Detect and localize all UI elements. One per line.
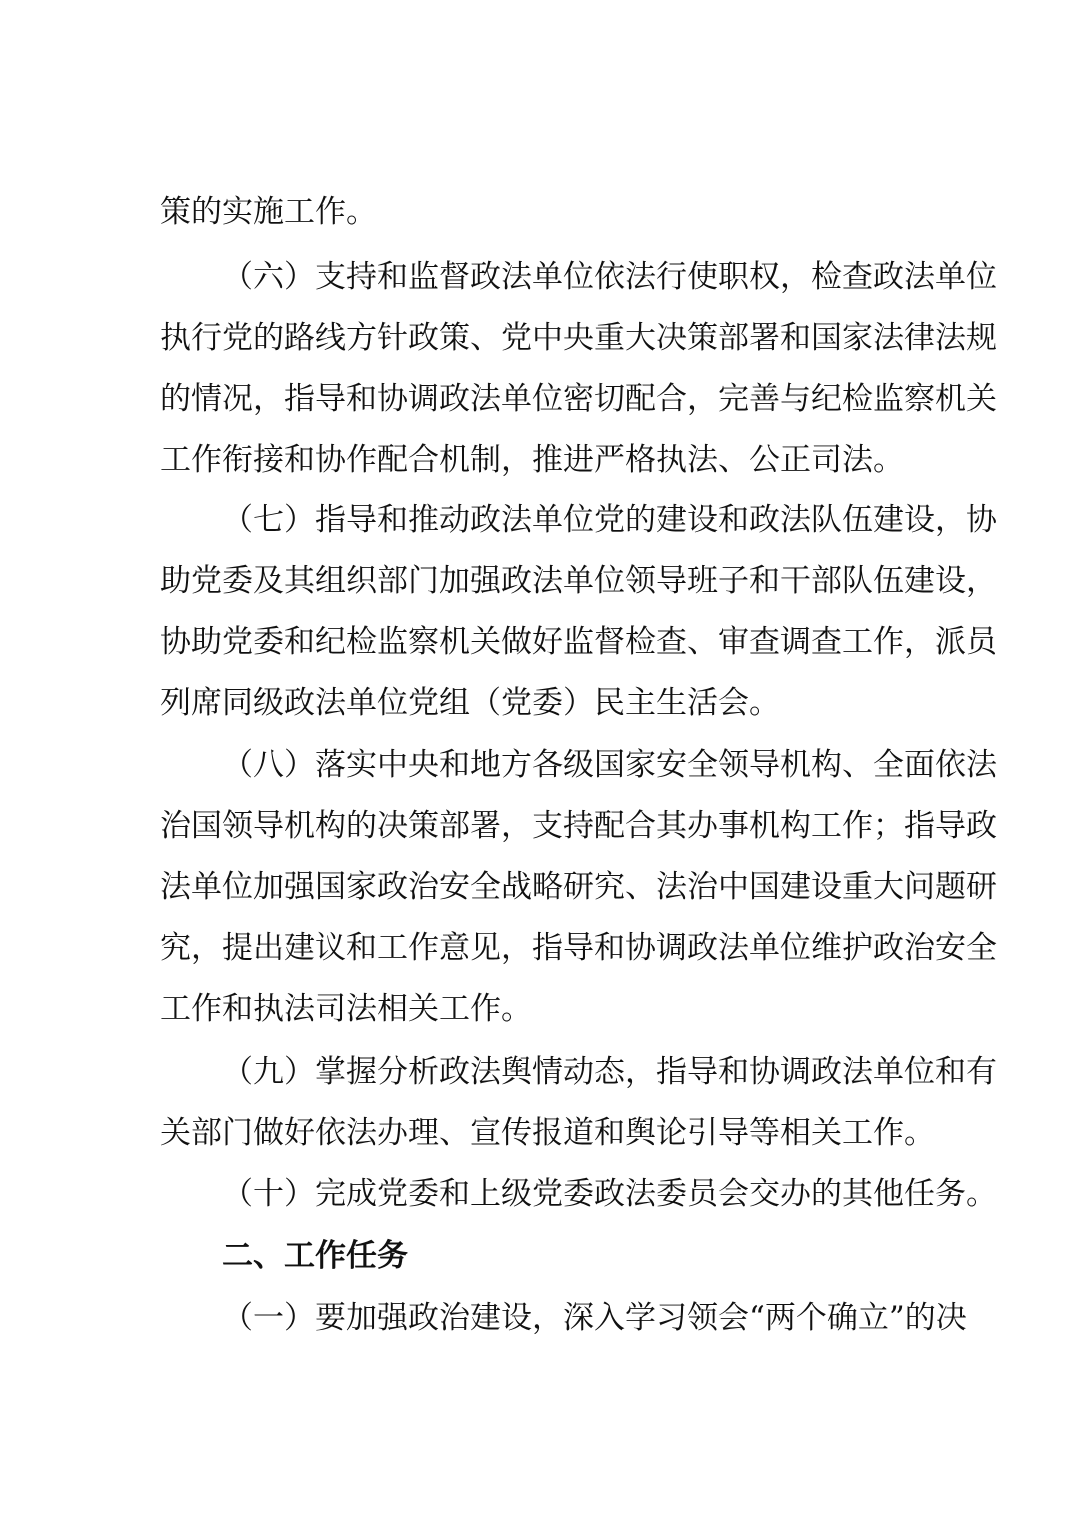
- paragraph-line: 工作衔接和协作配合机制，推进严格执法、公正司法。: [160, 442, 904, 478]
- paragraph-line: （九）掌握分析政法舆情动态，指导和协调政法单位和有: [222, 1054, 997, 1090]
- paragraph-line: （一）要加强政治建设，深入学习领会“两个确立”的决: [222, 1300, 967, 1336]
- paragraph-line: 的情况，指导和协调政法单位密切配合，完善与纪检监察机关: [160, 381, 997, 417]
- paragraph-line: 法单位加强国家政治安全战略研究、法治中国建设重大问题研: [160, 869, 997, 905]
- paragraph-line: 关部门做好依法办理、宣传报道和舆论引导等相关工作。: [160, 1115, 935, 1151]
- paragraph-line: 助党委及其组织部门加强政法单位领导班子和干部队伍建设，: [160, 563, 997, 599]
- paragraph-line: （七）指导和推动政法单位党的建设和政法队伍建设，协: [222, 502, 997, 538]
- paragraph-line: 执行党的路线方针政策、党中央重大决策部署和国家法律法规: [160, 320, 997, 356]
- section-heading: 二、工作任务: [222, 1238, 408, 1274]
- paragraph-line: 列席同级政法单位党组（党委）民主生活会。: [160, 685, 780, 721]
- paragraph-line: 工作和执法司法相关工作。: [160, 991, 532, 1027]
- paragraph-line: （六）支持和监督政法单位依法行使职权，检查政法单位: [222, 259, 997, 295]
- paragraph-line: 协助党委和纪检监察机关做好监督检查、审查调查工作，派员: [160, 624, 997, 660]
- paragraph-line: （八）落实中央和地方各级国家安全领导机构、全面依法: [222, 747, 997, 783]
- paragraph-line: 策的实施工作。: [160, 194, 377, 230]
- paragraph-line: 究，提出建议和工作意见，指导和协调政法单位维护政治安全: [160, 930, 997, 966]
- paragraph-line: 治国领导机构的决策部署，支持配合其办事机构工作；指导政: [160, 808, 997, 844]
- paragraph-line: （十）完成党委和上级党委政法委员会交办的其他任务。: [222, 1176, 997, 1212]
